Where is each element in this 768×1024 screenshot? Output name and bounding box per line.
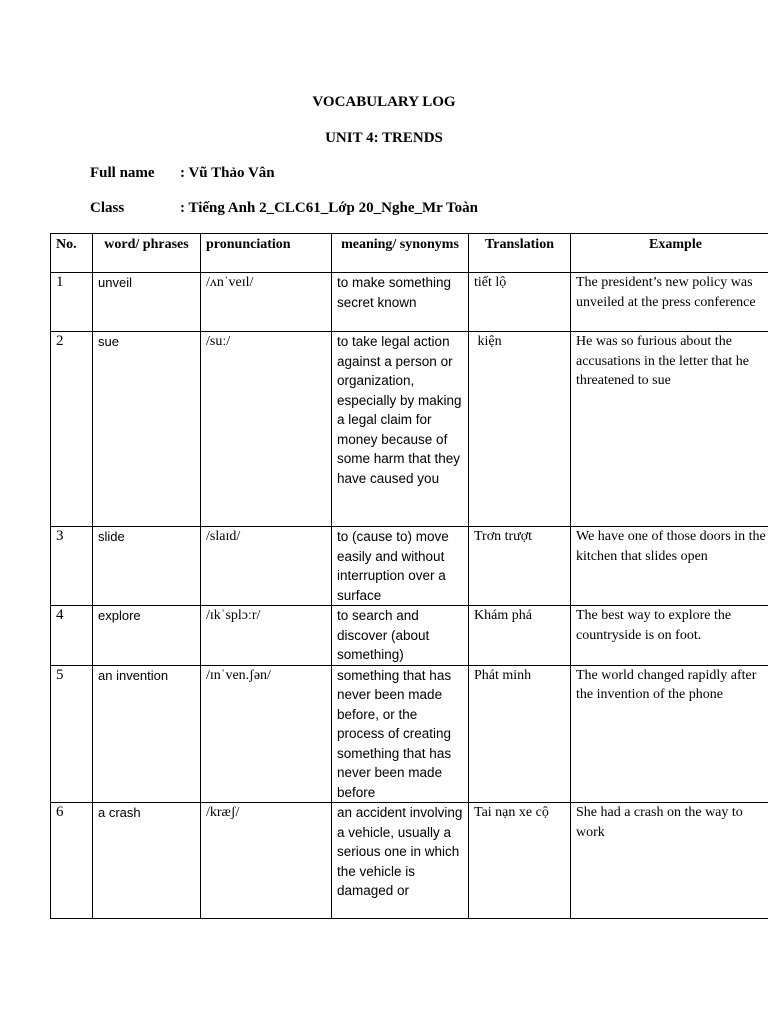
cell-translation: Phát minh xyxy=(469,665,571,803)
cell-word: sue xyxy=(93,332,201,527)
full-name-row xyxy=(90,165,275,182)
table-row xyxy=(51,527,768,606)
cell-example: The world changed rapidly after the invention of the phone xyxy=(571,665,768,803)
table-row xyxy=(51,606,768,666)
cell-example: She had a crash on the way to work xyxy=(571,803,768,919)
cell-translation: tiết lộ xyxy=(469,273,571,332)
cell-word: a crash xyxy=(93,803,201,919)
table-row xyxy=(51,665,768,803)
class-row xyxy=(90,200,478,217)
header-no: No. xyxy=(51,234,93,273)
table-row xyxy=(51,332,768,527)
cell-pronunciation: /slaɪd/ xyxy=(201,527,332,606)
cell-no: 1 xyxy=(51,273,93,332)
full-name-label: Full name xyxy=(90,165,155,181)
vocabulary-table xyxy=(50,233,768,919)
cell-meaning: to (cause to) move easily and without interruption over a surface xyxy=(332,527,469,606)
cell-translation: Khám phá xyxy=(469,606,571,666)
cell-no: 2 xyxy=(51,332,93,527)
cell-word: slide xyxy=(93,527,201,606)
cell-example: He was so furious about the accusations in the letter that he threatened to sue xyxy=(571,332,768,527)
cell-translation: kiện xyxy=(469,332,571,527)
cell-no: 3 xyxy=(51,527,93,606)
unit-title: UNIT 4: TRENDS xyxy=(325,130,443,146)
header-translation: Translation xyxy=(469,234,571,273)
cell-example: The best way to explore the countryside is on foot. xyxy=(571,606,768,666)
cell-pronunciation: /ɪkˈsplɔːr/ xyxy=(201,606,332,666)
cell-meaning: to make something secret known xyxy=(332,273,469,332)
cell-meaning: an accident involving a vehicle, usually a serious one in which the vehicle is damaged or xyxy=(332,803,469,919)
cell-example: We have one of those doors in the kitchen that slides open xyxy=(571,527,768,606)
cell-translation: Tai nạn xe cộ xyxy=(469,803,571,919)
cell-word: an invention xyxy=(93,665,201,803)
header-word: word/ phrases xyxy=(93,234,201,273)
header-example: Example xyxy=(571,234,768,273)
document-title: VOCABULARY LOG xyxy=(312,94,456,110)
cell-pronunciation: /ʌnˈveɪl/ xyxy=(201,273,332,332)
cell-word: explore xyxy=(93,606,201,666)
table-row xyxy=(51,273,768,332)
cell-meaning: to take legal action against a person or organization, especially by making a legal claim for money because of some harm that they have caused you xyxy=(332,332,469,527)
class-label: Class xyxy=(90,200,125,216)
cell-pronunciation: /suː/ xyxy=(201,332,332,527)
cell-translation: Trơn trượt xyxy=(469,527,571,606)
table-header-row xyxy=(51,234,768,273)
class-value: : Tiếng Anh 2_CLC61_Lớp 20_Nghe_Mr Toàn xyxy=(180,200,478,216)
cell-meaning: to search and discover (about something) xyxy=(332,606,469,666)
cell-no: 5 xyxy=(51,665,93,803)
cell-no: 6 xyxy=(51,803,93,919)
cell-meaning: something that has never been made before, or the process of creating something that has never been made before xyxy=(332,665,469,803)
cell-example: The president’s new policy was unveiled at the press conference xyxy=(571,273,768,332)
full-name-value: : Vũ Thảo Vân xyxy=(180,165,275,181)
cell-pronunciation: /kræʃ/ xyxy=(201,803,332,919)
header-pronunciation: pronunciation xyxy=(201,234,332,273)
cell-no: 4 xyxy=(51,606,93,666)
cell-word: unveil xyxy=(93,273,201,332)
cell-pronunciation: /ɪnˈven.ʃən/ xyxy=(201,665,332,803)
header-meaning: meaning/ synonyms xyxy=(332,234,469,273)
table-row xyxy=(51,803,768,919)
